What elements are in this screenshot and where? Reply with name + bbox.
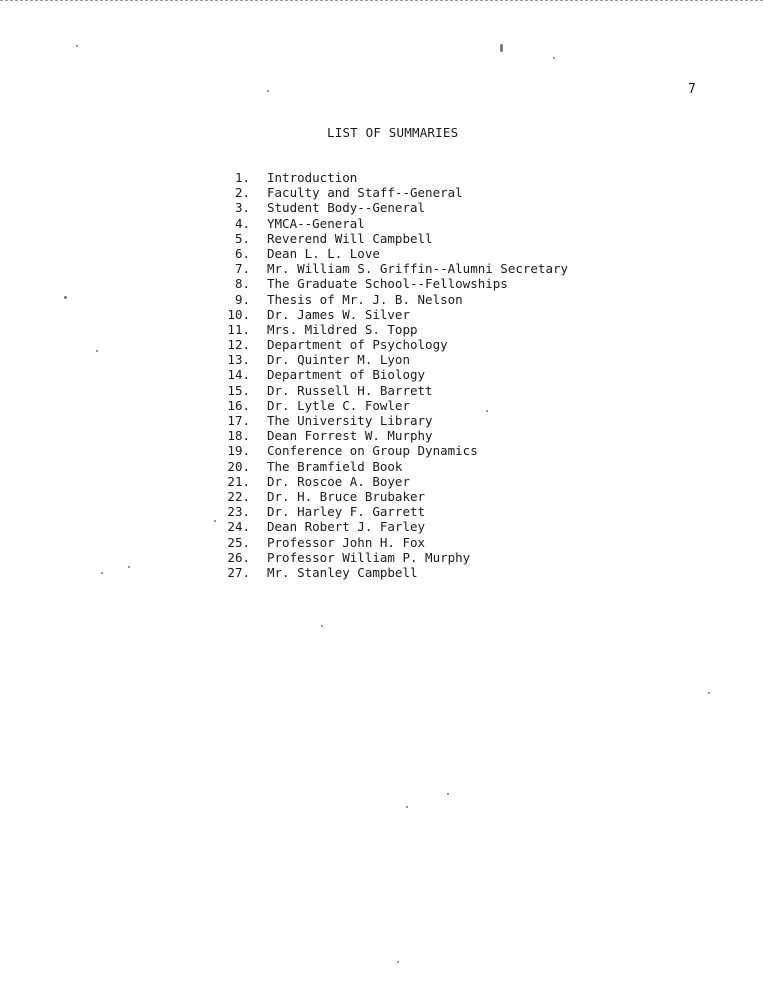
- item-number: 15.: [227, 382, 250, 398]
- item-text: Mrs. Mildred S. Topp: [267, 321, 418, 337]
- page-title: LIST OF SUMMARIES: [327, 125, 459, 140]
- item-number: 19.: [227, 443, 250, 459]
- item-number: 2.: [234, 185, 250, 201]
- item-number: 21.: [227, 473, 250, 489]
- item-number: 26.: [227, 549, 250, 565]
- list-item: [222, 550, 568, 565]
- item-text: Department of Biology: [267, 367, 426, 383]
- item-text: Reverend Will Campbell: [267, 230, 433, 246]
- list-item: [222, 443, 568, 458]
- item-text: Conference on Group Dynamics: [267, 443, 478, 459]
- scan-speck: [267, 90, 269, 92]
- list-item: [222, 276, 568, 291]
- list-item: [222, 292, 568, 307]
- item-number: 4.: [234, 215, 250, 231]
- list-item: [222, 459, 568, 474]
- item-number: 11.: [227, 321, 250, 337]
- list-item: [222, 519, 568, 534]
- scan-speck: [708, 692, 710, 694]
- list-item: [222, 489, 568, 504]
- page-top-border: [0, 0, 763, 1]
- scan-speck: [500, 44, 503, 52]
- item-number: 5.: [234, 230, 250, 246]
- item-text: Dean Robert J. Farley: [267, 519, 426, 535]
- item-text: Mr. William S. Griffin--Alumni Secretary: [267, 261, 569, 277]
- item-text: Dr. Quinter M. Lyon: [267, 352, 410, 368]
- scan-speck: [128, 566, 130, 568]
- item-text: Mr. Stanley Campbell: [267, 564, 418, 580]
- item-number: 18.: [227, 428, 250, 444]
- item-number: 22.: [227, 488, 250, 504]
- scan-speck: [447, 793, 449, 795]
- item-text: Dr. Lytle C. Fowler: [267, 397, 410, 413]
- item-number: 3.: [234, 200, 250, 216]
- scan-speck: [553, 57, 555, 59]
- item-number: 20.: [227, 458, 250, 474]
- item-number: 6.: [234, 245, 250, 261]
- list-item: [222, 413, 568, 428]
- item-text: Dr. James W. Silver: [267, 306, 410, 322]
- scan-speck: [321, 625, 323, 627]
- list-item: [222, 474, 568, 489]
- item-text: Faculty and Staff--General: [267, 185, 463, 201]
- scan-speck: [64, 296, 67, 299]
- item-text: The University Library: [267, 413, 433, 428]
- scan-speck: [76, 45, 78, 47]
- list-item: [222, 398, 568, 413]
- list-item: [222, 200, 568, 215]
- item-number: 27.: [227, 564, 250, 580]
- scan-speck: [96, 350, 98, 352]
- item-number: 17.: [227, 413, 250, 428]
- item-text: Dr. Roscoe A. Boyer: [267, 473, 410, 489]
- list-item: [222, 428, 568, 443]
- item-text: Dr. Russell H. Barrett: [267, 382, 433, 398]
- list-item: [222, 322, 568, 337]
- scan-speck: [486, 410, 488, 412]
- list-item: [222, 352, 568, 367]
- scan-speck: [101, 572, 103, 574]
- item-text: Dr. H. Bruce Brubaker: [267, 488, 426, 504]
- scan-speck: [214, 520, 216, 522]
- list-item: [222, 307, 568, 322]
- item-text: The Bramfield Book: [267, 458, 403, 474]
- item-text: Thesis of Mr. J. B. Nelson: [267, 291, 463, 307]
- item-text: Introduction: [267, 170, 358, 185]
- list-item: [222, 170, 568, 185]
- list-item: [222, 246, 568, 261]
- item-number: 8.: [234, 276, 250, 292]
- item-text: Dean L. L. Love: [267, 245, 380, 261]
- list-item: [222, 565, 568, 580]
- item-number: 25.: [227, 534, 250, 550]
- list-item: [222, 216, 568, 231]
- item-text: Department of Psychology: [267, 337, 448, 353]
- item-number: 1.: [234, 170, 250, 185]
- item-number: 24.: [227, 519, 250, 535]
- item-number: 16.: [227, 397, 250, 413]
- item-text: Professor William P. Murphy: [267, 549, 471, 565]
- list-item: [222, 535, 568, 550]
- list-item: [222, 337, 568, 352]
- item-number: 13.: [227, 352, 250, 368]
- list-item: [222, 367, 568, 382]
- scan-speck: [406, 806, 408, 808]
- item-text: The Graduate School--Fellowships: [267, 276, 508, 292]
- page-number: 7: [688, 82, 696, 97]
- item-text: Student Body--General: [267, 200, 426, 216]
- item-number: 7.: [234, 261, 250, 277]
- item-number: 12.: [227, 337, 250, 353]
- list-item: [222, 504, 568, 519]
- item-number: 10.: [227, 306, 250, 322]
- list-item: [222, 185, 568, 200]
- list-item: [222, 383, 568, 398]
- item-number: 9.: [234, 291, 250, 307]
- summary-list: [222, 170, 568, 580]
- scan-speck: [397, 961, 399, 963]
- item-text: YMCA--General: [267, 215, 365, 231]
- item-number: 14.: [227, 367, 250, 383]
- item-text: Professor John H. Fox: [267, 534, 426, 550]
- item-text: Dean Forrest W. Murphy: [267, 428, 433, 444]
- list-item: [222, 231, 568, 246]
- list-item: [222, 261, 568, 276]
- item-number: 23.: [227, 504, 250, 520]
- item-text: Dr. Harley F. Garrett: [267, 504, 426, 520]
